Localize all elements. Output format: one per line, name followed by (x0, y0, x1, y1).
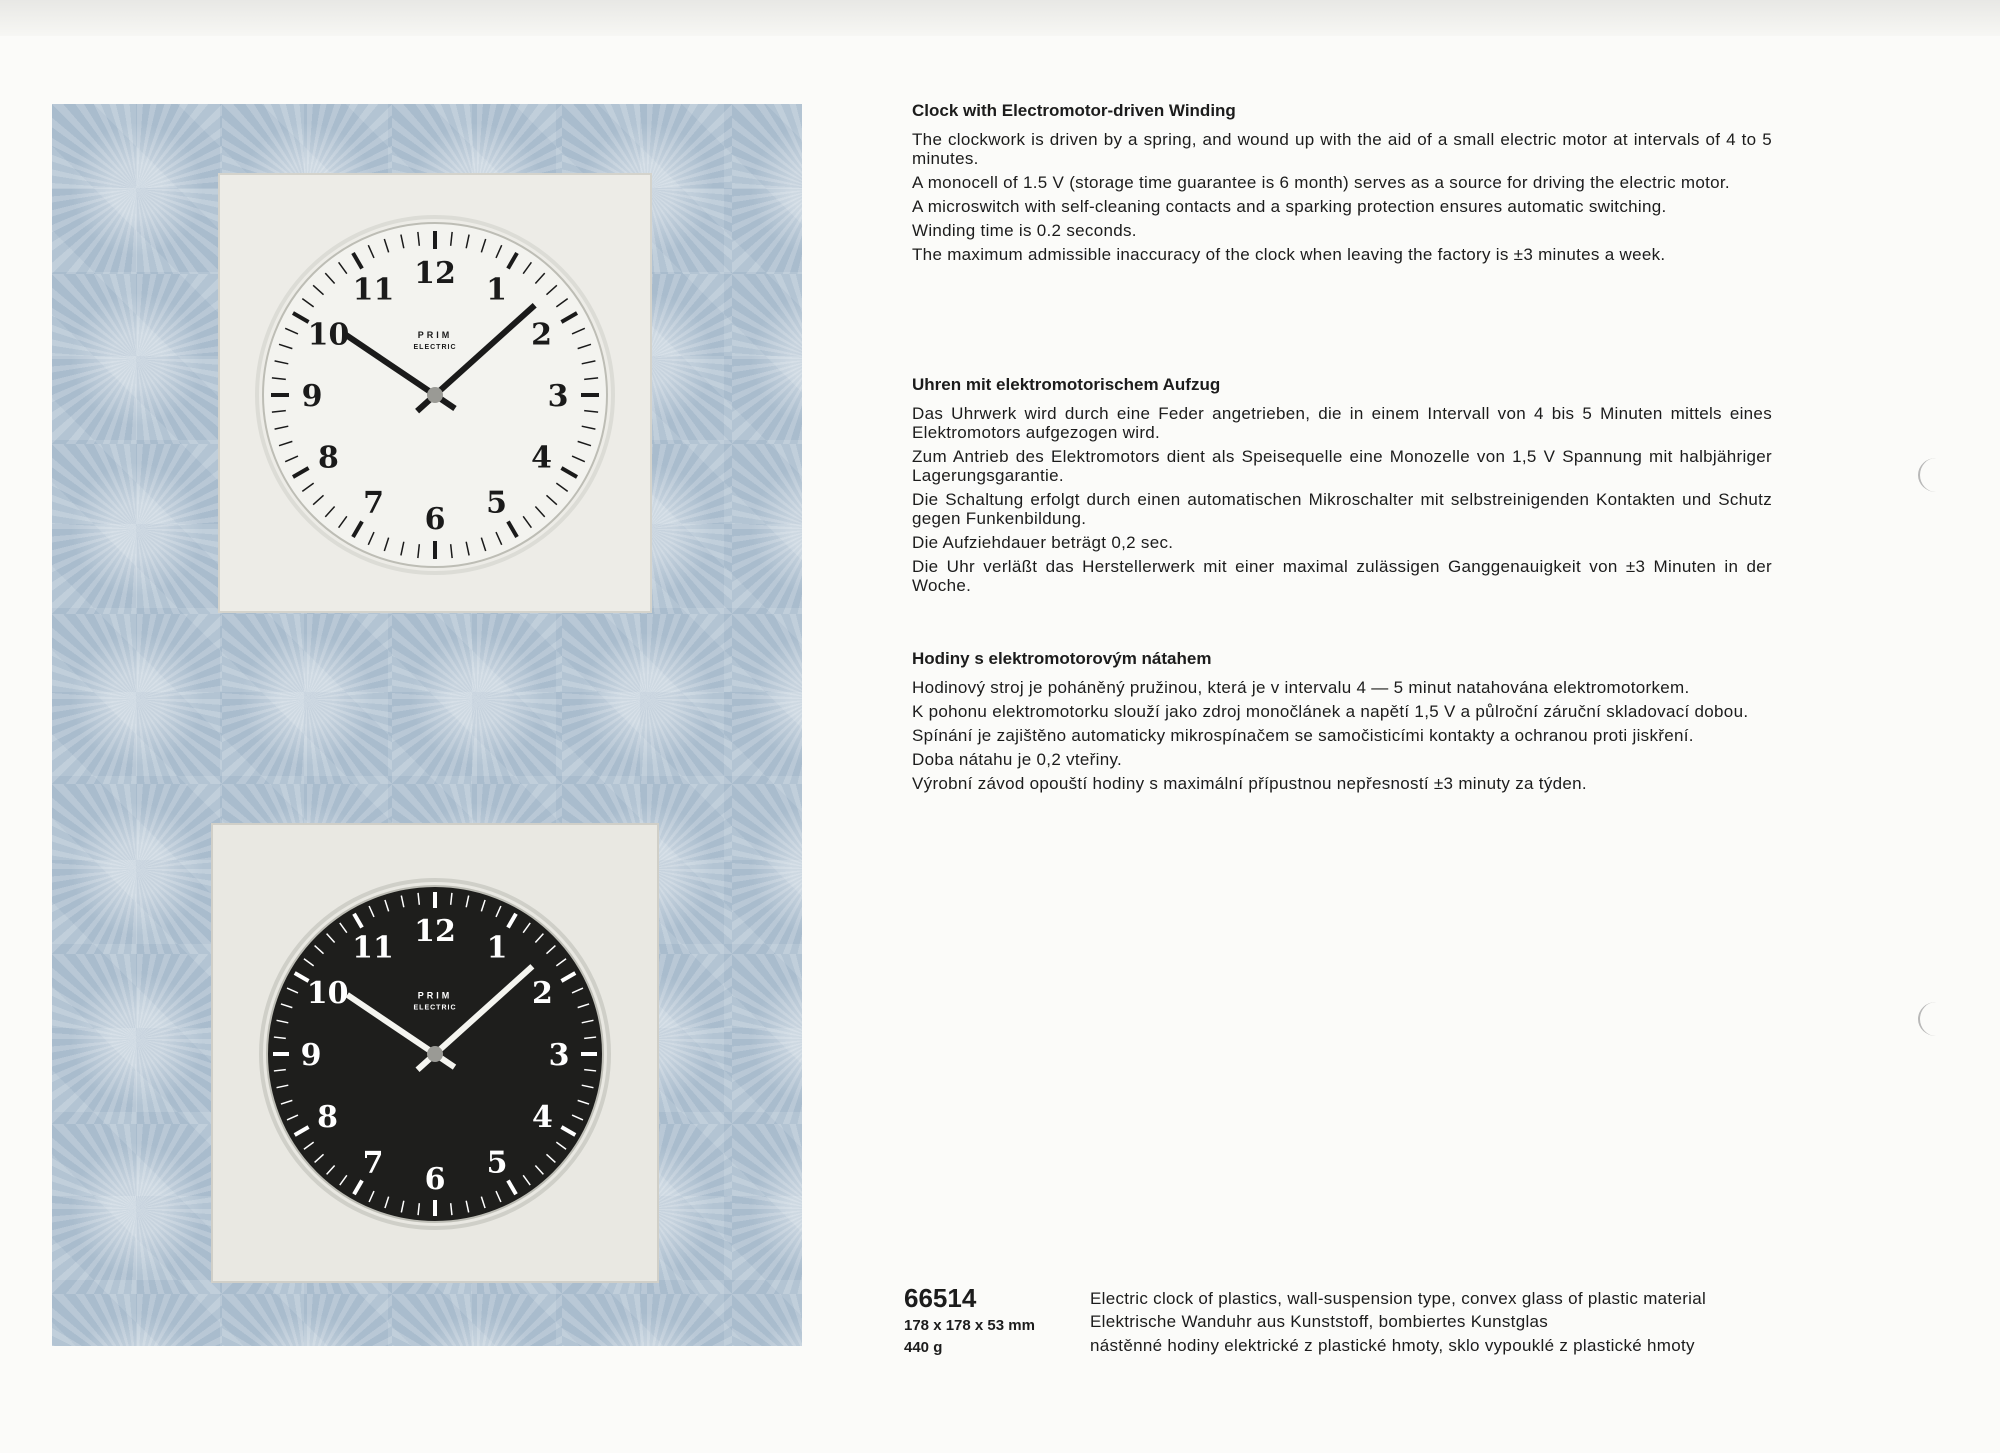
hour-numeral: 11 (352, 272, 395, 308)
description-english: Electric clock of plastics, wall-suspension type, convex glass of plastic material (1090, 1289, 1707, 1308)
black-dial-clock (261, 880, 609, 1228)
binder-hole-icon (1918, 458, 1954, 492)
model-number: 66514 (904, 1283, 977, 1313)
paragraph: A microswitch with self-cleaning contacts and a sparking protection ensures automatic switching. (912, 197, 1667, 216)
hour-numeral: 4 (531, 1100, 553, 1135)
hour-numeral: 12 (414, 914, 456, 949)
hour-numeral: 2 (531, 317, 552, 353)
white-dial-clock (257, 217, 613, 573)
paragraph: Winding time is 0.2 seconds. (912, 221, 1137, 240)
hour-numeral: 10 (306, 976, 349, 1011)
section-heading: Hodiny s elektromotorovým nátahem (912, 649, 1212, 668)
section-english (912, 100, 1772, 269)
section-czech (912, 648, 1772, 798)
paragraph: A monocell of 1.5 V (storage time guarantee is 6 month) serves as a source for driving the electric motor. (912, 173, 1730, 192)
section-heading: Uhren mit elektromotorischem Aufzug (912, 375, 1221, 394)
hour-numeral: 8 (317, 1100, 339, 1135)
hour-numeral: 9 (301, 379, 323, 414)
hour-numeral: 5 (486, 485, 507, 521)
paragraph: Hodinový stroj je poháněný pružinou, která je v intervalu 4 — 5 minut natahována elektromotorkem. (912, 678, 1690, 697)
binder-hole-icon (1918, 1002, 1954, 1036)
description-czech: nástěnné hodiny elektrické z plastické hmoty, sklo vypouklé z plastické hmoty (1090, 1336, 1695, 1355)
hour-numeral: 10 (307, 317, 350, 353)
paragraph: Die Uhr verläßt das Herstellerwerk mit einer maximal zulässigen Ganggenauigkeit von ±3 Minuten in der Woche. (912, 557, 1772, 595)
paragraph: Die Schaltung erfolgt durch einen automatischen Mikroschalter mit selbstreinigenden Kontakten und Schutz gegen Funkenbildung. (912, 490, 1772, 528)
paragraph: Spínání je zajištěno automaticky mikrospínačem se samočisticími kontakty a ochranou proti jiskření. (912, 726, 1694, 745)
hour-numeral: 11 (352, 930, 394, 966)
product-dimensions: 178 x 178 x 53 mm (904, 1317, 1035, 1334)
section-german (912, 374, 1772, 600)
hour-numeral: 2 (531, 976, 553, 1011)
brand-logo: PRIM (417, 990, 453, 1001)
hour-numeral: 7 (363, 485, 384, 521)
description-german: Elektrische Wanduhr aus Kunststoff, bombiertes Kunstglas (1090, 1312, 1549, 1331)
product-weight: 440 g (904, 1339, 943, 1356)
hour-numeral: 12 (414, 256, 456, 291)
hour-numeral: 3 (547, 379, 569, 414)
hour-numeral: 5 (486, 1145, 508, 1181)
paragraph: Die Aufziehdauer beträgt 0,2 sec. (912, 533, 1174, 552)
product-photo (52, 104, 802, 1346)
hour-numeral: 1 (486, 272, 507, 308)
brand-logo: ELECTRIC (413, 1004, 457, 1012)
paragraph: Doba nátahu je 0,2 vteřiny. (912, 750, 1123, 769)
brand-logo: ELECTRIC (413, 344, 457, 352)
paragraph: Das Uhrwerk wird durch eine Feder angetrieben, die in einem Intervall von 4 bis 5 Minuten mittels eines Elektromotors aufgezogen wird. (912, 404, 1772, 442)
paragraph: Zum Antrieb des Elektromotors dient als Speisequelle eine Monozelle von 1,5 V Spannung mit halbjähriger Lagerungsgarantie. (912, 447, 1772, 485)
hour-numeral: 1 (486, 930, 508, 966)
hour-numeral: 6 (424, 1162, 446, 1197)
hour-numeral: 4 (531, 440, 552, 476)
hand-hub (427, 1046, 443, 1062)
paragraph: K pohonu elektromotorku slouží jako zdroj monočlánek a napětí 1,5 V a půlroční záruční skladovací dobou. (912, 702, 1749, 721)
hand-hub (427, 387, 443, 403)
hour-numeral: 8 (318, 440, 339, 476)
brand-logo: PRIM (417, 330, 453, 341)
hour-numeral: 3 (548, 1038, 570, 1073)
scan-edge (0, 0, 2000, 36)
paragraph: The maximum admissible inaccuracy of the clock when leaving the factory is ±3 minutes a week. (912, 245, 1666, 264)
paragraph: The clockwork is driven by a spring, and wound up with the aid of a small electric motor at intervals of 4 to 5 minutes. (912, 130, 1772, 168)
hour-numeral: 6 (424, 502, 446, 537)
hour-numeral: 9 (300, 1038, 322, 1073)
clocks-illustration (52, 104, 802, 1346)
paragraph: Výrobní závod opouští hodiny s maximální přípustnou nepřesností ±3 minuty za týden. (912, 774, 1587, 793)
hour-numeral: 7 (362, 1145, 384, 1181)
section-heading: Clock with Electromotor-driven Winding (912, 101, 1236, 120)
